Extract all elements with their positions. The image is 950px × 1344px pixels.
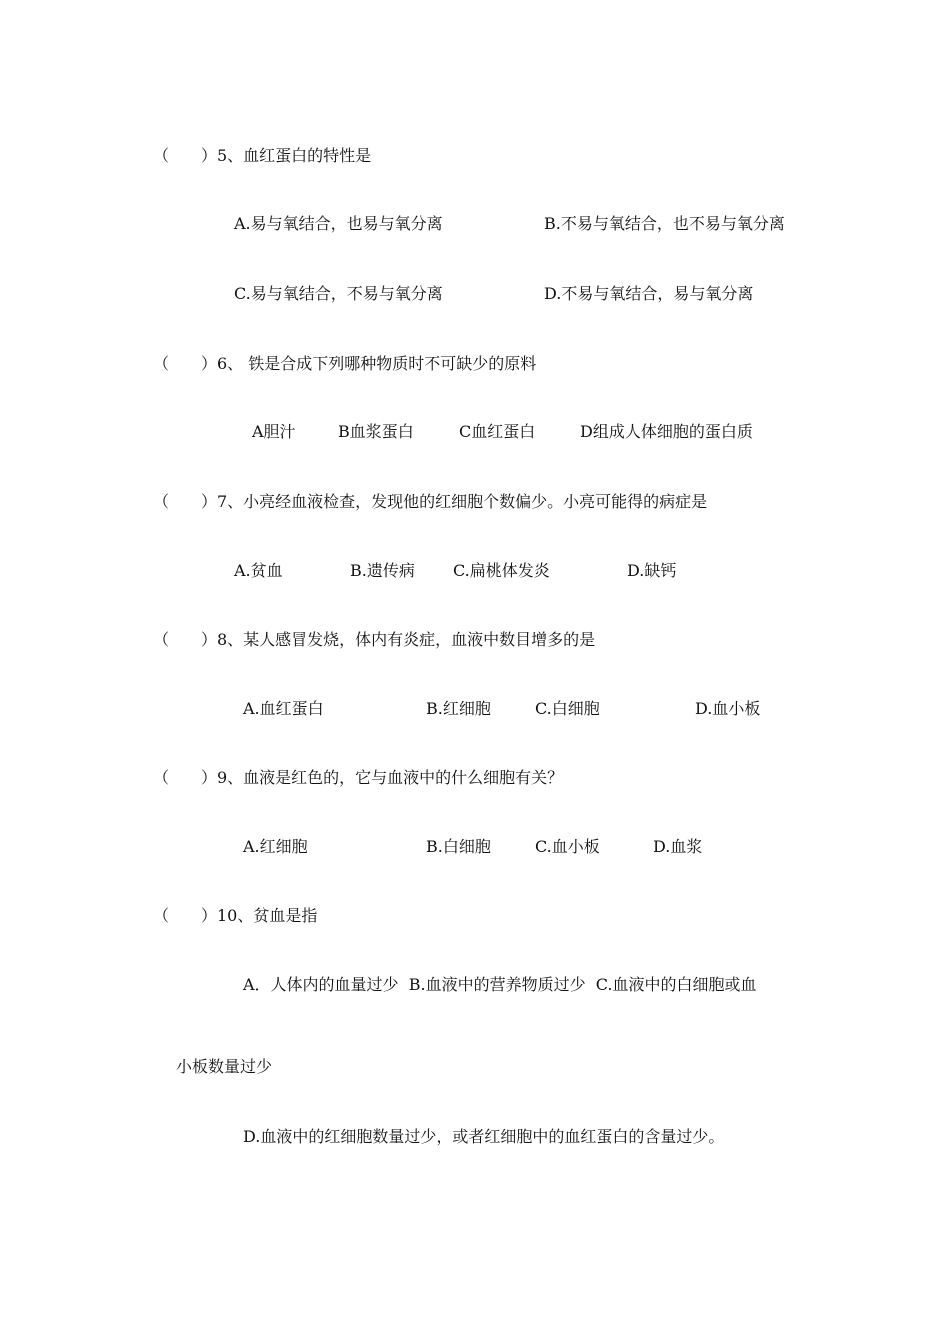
- question-5-option-d: D.不易与氧结合，易与氧分离: [544, 284, 754, 303]
- question-7-stem: （ ）7、小亮经血液检查，发现他的红细胞个数偏少。小亮可能得的病症是: [153, 492, 708, 511]
- question-7-option-c: C.扁桃体发炎: [453, 561, 550, 580]
- question-6-option-d: D组成人体细胞的蛋白质: [580, 422, 753, 441]
- question-9-option-b: B.白细胞: [426, 837, 491, 856]
- question-8-option-d: D.血小板: [695, 699, 761, 718]
- question-6-option-b: B血浆蛋白: [338, 422, 414, 441]
- question-6-option-a: A胆汁: [252, 422, 296, 441]
- question-8-option-a: A.血红蛋白: [243, 699, 324, 718]
- question-5-option-a: A.易与氧结合，也易与氧分离: [234, 214, 443, 233]
- question-7-option-b: B.遗传病: [350, 561, 415, 580]
- question-5-stem: （ ）5、血红蛋白的特性是: [153, 146, 372, 165]
- question-8-stem: （ ）8、某人感冒发烧，体内有炎症，血液中数目增多的是: [153, 630, 596, 649]
- question-10-options-line-3: D.血液中的红细胞数量过少，或者红细胞中的血红蛋白的含量过少。: [243, 1127, 725, 1146]
- question-10-options-line-1: A．人体内的血量过少 B.血液中的营养物质过少 C.血液中的白细胞或血: [243, 975, 757, 994]
- question-7-option-a: A.贫血: [234, 561, 283, 580]
- question-6-option-c: C血红蛋白: [459, 422, 536, 441]
- question-5-option-c: C.易与氧结合，不易与氧分离: [234, 284, 443, 303]
- question-5-option-b: B.不易与氧结合，也不易与氧分离: [544, 214, 785, 233]
- question-10-options-line-2: 小板数量过少: [176, 1057, 273, 1076]
- question-9-stem: （ ）9、血液是红色的，它与血液中的什么细胞有关？: [153, 768, 564, 787]
- question-9-option-d: D.血浆: [653, 837, 703, 856]
- question-9-option-a: A.红细胞: [243, 837, 308, 856]
- question-10-stem: （ ）10、贫血是指: [153, 906, 318, 925]
- question-9-option-c: C.血小板: [535, 837, 600, 856]
- question-6-stem: （ ）6、 铁是合成下列哪种物质时不可缺少的原料: [153, 354, 537, 373]
- question-7-option-d: D.缺钙: [627, 561, 677, 580]
- question-8-option-b: B.红细胞: [426, 699, 491, 718]
- question-8-option-c: C.白细胞: [535, 699, 600, 718]
